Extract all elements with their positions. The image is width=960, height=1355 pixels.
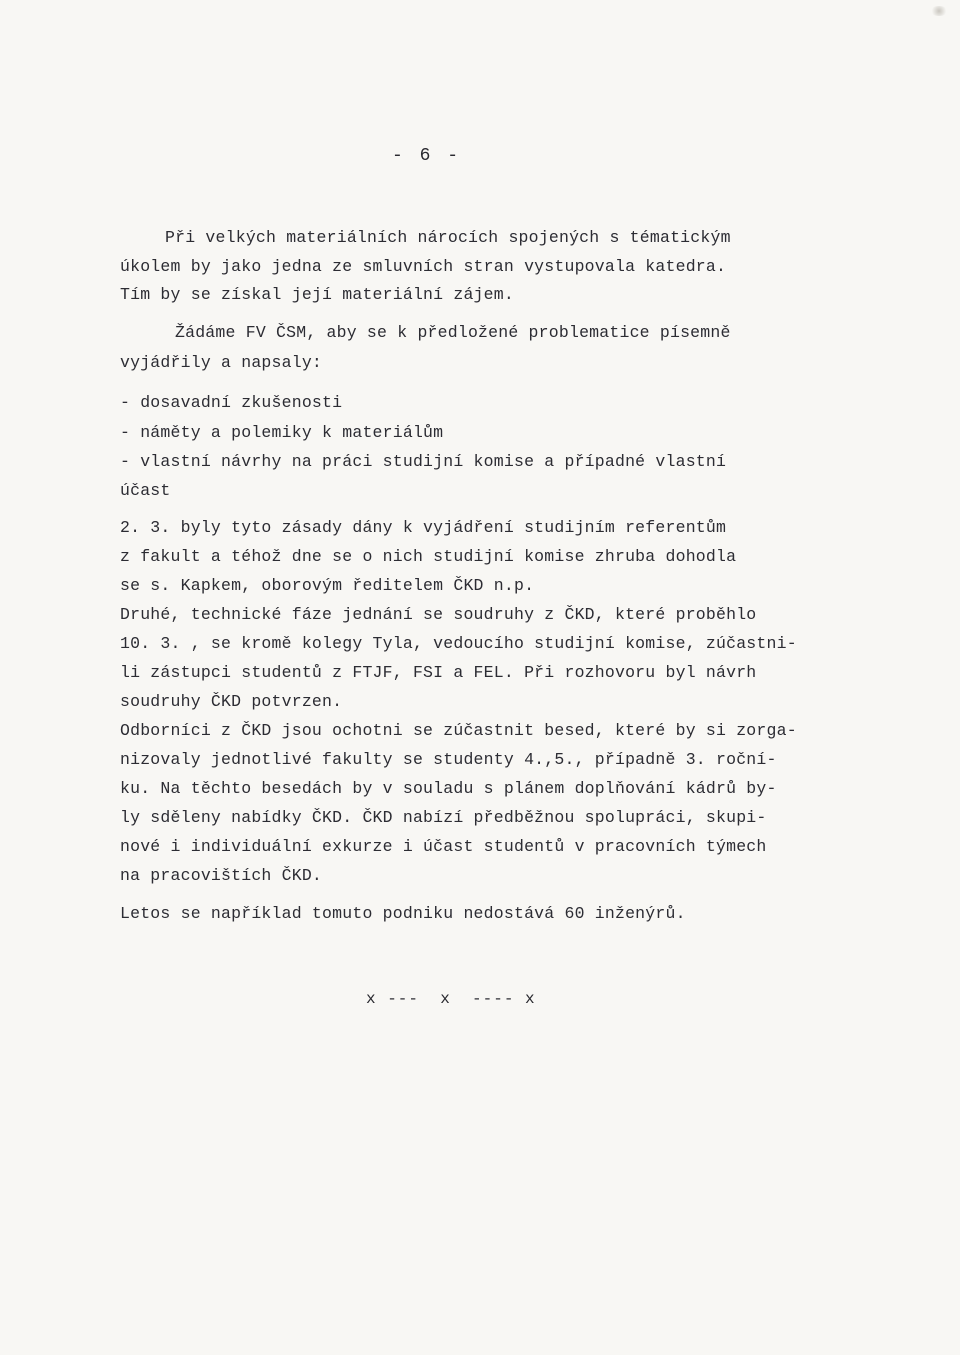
text-line: Žádáme FV ČSM, aby se k předložené problematice písemně bbox=[175, 323, 731, 342]
text-line: soudruhy ČKD potvrzen. bbox=[120, 692, 343, 711]
text-line: ku. Na těchto besedách by v souladu s plánem doplňování kádrů by- bbox=[120, 779, 777, 798]
text-line: Druhé, technické fáze jednání se soudruhy z ČKD, které proběhlo bbox=[120, 605, 757, 624]
section-separator: x --- x ---- x bbox=[366, 990, 536, 1008]
text-line: Odborníci z ČKD jsou ochotni se zúčastnit besed, které by si zorga- bbox=[120, 721, 797, 740]
paper-speck bbox=[930, 6, 948, 16]
text-line: Letos se například tomuto podniku nedostává 60 inženýrů. bbox=[120, 904, 686, 923]
text-line: 2. 3. byly tyto zásady dány k vyjádření studijním referentům bbox=[120, 518, 727, 537]
text-line: vyjádřily a napsaly: bbox=[120, 353, 323, 372]
text-line: nové i individuální exkurze i účast studentů v pracovních týmech bbox=[120, 837, 767, 856]
list-item: - náměty a polemiky k materiálům bbox=[120, 423, 444, 442]
page-number: - 6 - bbox=[392, 146, 462, 166]
text-line: na pracovištích ČKD. bbox=[120, 866, 323, 885]
text-line: Při velkých materiálních nárocích spojených s tématickým bbox=[165, 228, 731, 247]
list-item: - dosavadní zkušenosti bbox=[120, 393, 343, 412]
text-line: nizovaly jednotlivé fakulty se studenty 4.,5., případně 3. roční- bbox=[120, 750, 777, 769]
text-line: úkolem by jako jedna ze smluvních stran vystupovala katedra. bbox=[120, 257, 727, 276]
list-item: - vlastní návrhy na práci studijní komise a případné vlastní bbox=[120, 452, 727, 471]
text-line: z fakult a téhož dne se o nich studijní komise zhruba dohodla bbox=[120, 547, 737, 566]
text-line: se s. Kapkem, oborovým ředitelem ČKD n.p. bbox=[120, 576, 535, 595]
text-line: Tím by se získal její materiální zájem. bbox=[120, 285, 514, 304]
text-line: účast bbox=[120, 481, 171, 500]
text-line: ly sděleny nabídky ČKD. ČKD nabízí předběžnou spolupráci, skupi- bbox=[120, 808, 767, 827]
text-line: li zástupci studentů z FTJF, FSI a FEL. Při rozhovoru byl návrh bbox=[120, 663, 757, 682]
text-line: 10. 3. , se kromě kolegy Tyla, vedoucího studijní komise, zúčastni- bbox=[120, 634, 797, 653]
